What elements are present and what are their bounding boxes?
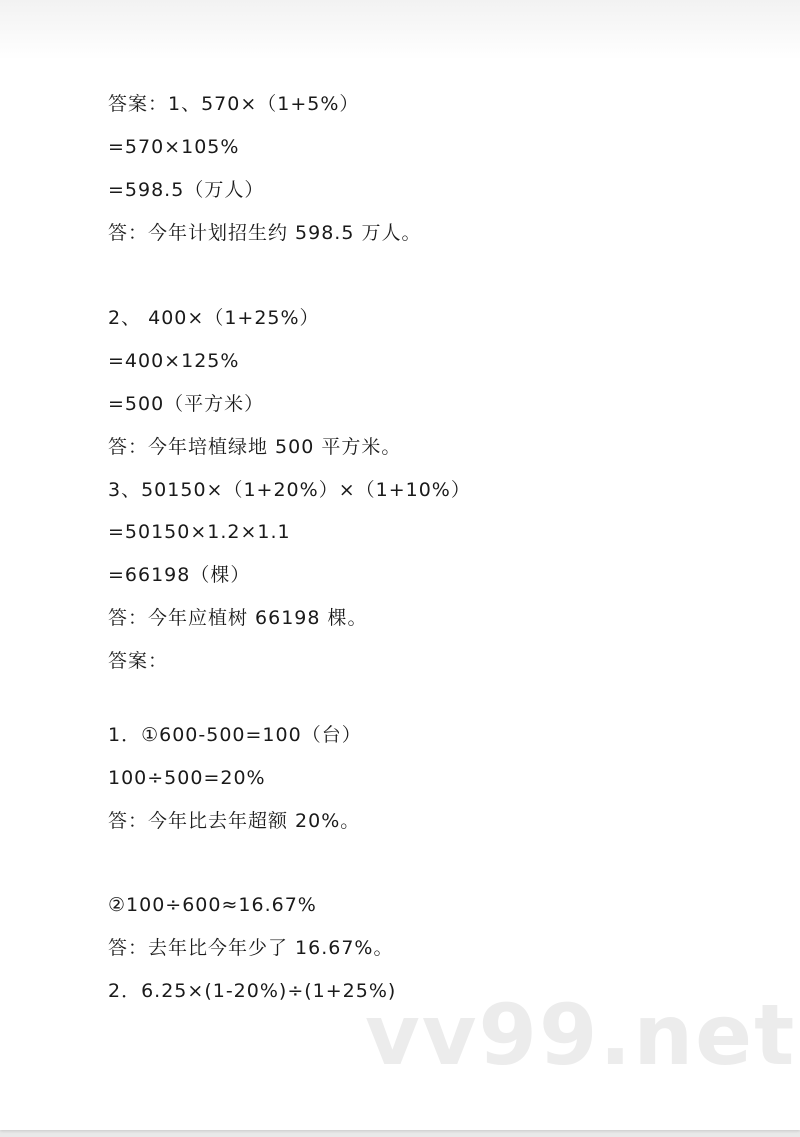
answer-line-18: 答：去年比今年少了 16.67%。 xyxy=(108,937,394,959)
answer-line-3: =598.5（万人） xyxy=(108,179,265,201)
answer-line-17: ②100÷600≈16.67% xyxy=(108,894,317,916)
answer-line-6: =400×125% xyxy=(108,350,240,372)
answer-line-19: 2．6.25×(1-20%)÷(1+25%) xyxy=(108,980,397,1002)
answer-line-16: 答：今年比去年超额 20%。 xyxy=(108,810,361,832)
answer-line-12: 答：今年应植树 66198 棵。 xyxy=(108,607,368,629)
site-watermark: vv99.net xyxy=(365,986,797,1084)
answer-line-2: =570×105% xyxy=(108,136,240,158)
answer-line-15: 100÷500=20% xyxy=(108,767,266,789)
answer-line-9: 3、50150×（1+20%）×（1+10%） xyxy=(108,479,471,501)
answer-line-14: 1．①600-500=100（台） xyxy=(108,724,362,746)
answer-line-5: 2、 400×（1+25%） xyxy=(108,307,320,329)
answer-line-10: =50150×1.2×1.1 xyxy=(108,521,291,543)
answer-line-8: 答：今年培植绿地 500 平方米。 xyxy=(108,436,402,458)
answer-line-4: 答：今年计划招生约 598.5 万人。 xyxy=(108,222,422,244)
top-shadow xyxy=(0,0,800,60)
answer-line-1: 答案：1、570×（1+5%） xyxy=(108,93,360,115)
answer-line-13: 答案： xyxy=(108,650,169,672)
answer-line-7: =500（平方米） xyxy=(108,393,265,415)
answer-line-11: =66198（棵） xyxy=(108,564,251,586)
